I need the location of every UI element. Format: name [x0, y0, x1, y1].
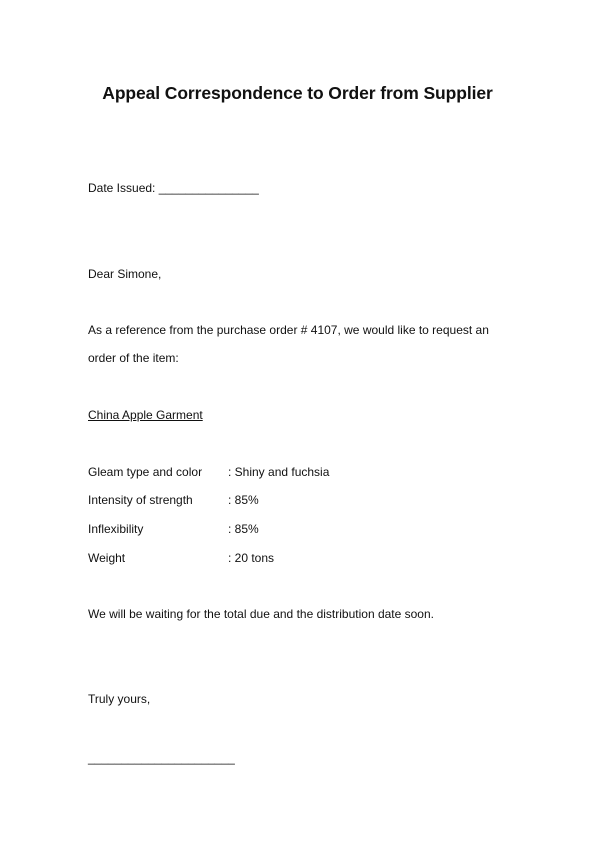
valediction: Truly yours,	[88, 692, 151, 706]
document-title: Appeal Correspondence to Order from Supplier	[102, 83, 493, 103]
spec-value: : Shiny and fuchsia	[228, 465, 330, 479]
spec-label: Weight	[88, 551, 126, 565]
item-name: China Apple Garment	[88, 408, 203, 422]
date-issued-line: Date Issued: _______________	[88, 181, 259, 195]
spec-value: : 85%	[228, 522, 259, 536]
spec-label: Intensity of strength	[88, 493, 193, 507]
body-paragraph-line-2: order of the item:	[88, 351, 179, 365]
signature-line: ______________________	[88, 751, 235, 765]
body-paragraph-line-1: As a reference from the purchase order # 4107, we would like to request an	[88, 323, 489, 337]
spec-label: Gleam type and color	[88, 465, 203, 479]
spec-label: Inflexibility	[88, 522, 144, 536]
spec-value: : 20 tons	[228, 551, 275, 565]
closing-paragraph: We will be waiting for the total due and the distribution date soon.	[88, 607, 434, 621]
spec-value: : 85%	[228, 493, 259, 507]
salutation: Dear Simone,	[88, 267, 162, 281]
